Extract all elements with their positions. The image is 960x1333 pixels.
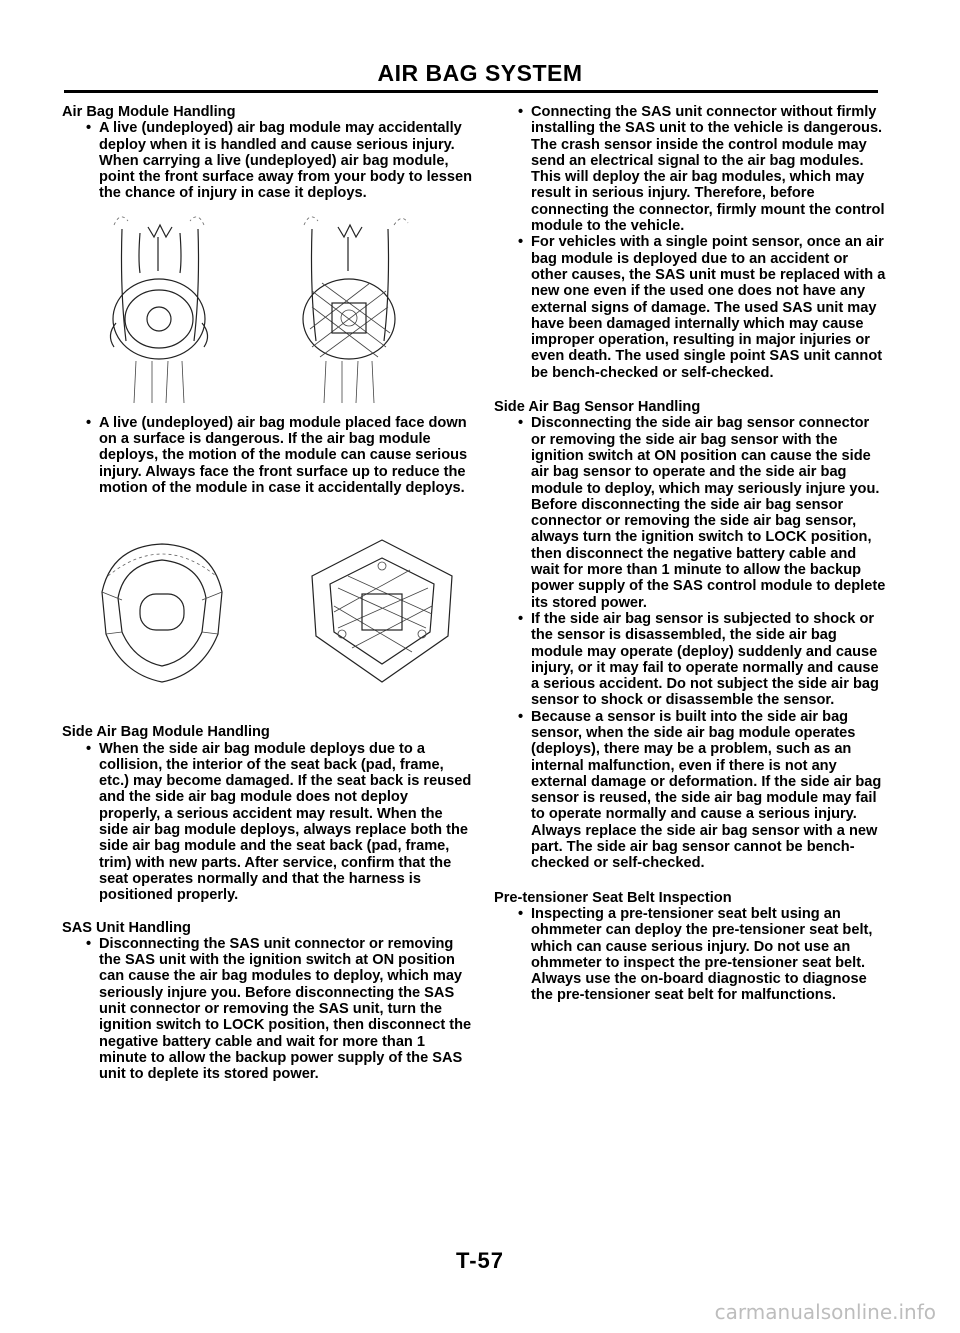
bullet-face-up: • A live (undeployed) air bag module placed face down on a surface is dangerous. If the air bag module deploys, the motion of the module can cause serious injury. Always face the front surface up to reduce the motion of the module in case it accidentally deploys. [62, 415, 472, 496]
module-face-up-illustration [102, 544, 222, 682]
figure-module-face-up [62, 536, 462, 686]
title-rule [64, 90, 878, 93]
carry-incorrect-illustration [303, 217, 408, 403]
bullet-single-point-sensor: • For vehicles with a single point sensor, once an air bag module is deployed due to an accident or other causes, the SAS unit must be replaced with a new one even if the used one does not have any external signs of damage. The used SAS unit may have been damaged internally which may cause improper operation, resulting in major injuries or even death. The used single point SAS unit cannot be bench-checked or self-checked. [494, 234, 886, 381]
watermark: carmanualsonline.info [714, 1300, 936, 1324]
module-face-down-illustration [312, 540, 452, 682]
bullet-sensor-disconnect: • Disconnecting the side air bag sensor connector or removing the side air bag sensor with the ignition switch at ON position can cause the side air bag sensor to operate and the side air bag module to deploy, which may seriously injure you. Before disconnecting the side air bag sensor connector or removing the side air bag sensor, always turn the ignition switch to LOCK position, then disconnect the negative battery cable and wait for more than 1 minute to allow the backup power supply of the SAS control module to deplete its stored power. [494, 415, 886, 611]
right-column [494, 104, 886, 1004]
section-heading-sas-unit: SAS Unit Handling [62, 919, 191, 936]
section-heading-side-air-bag-sensor: Side Air Bag Sensor Handling [494, 399, 701, 416]
bullet-sensor-replace: • Because a sensor is built into the side air bag sensor, when the side air bag module operates (deploys), there may be a problem, such as an internal malfunction, even if there is not any external damage or deformation. If the side air bag sensor is reused, the side air bag module may fail to operate normally and cause a serious injury. Always replace the side air bag sensor with a new part. The side air bag sensor cannot be bench-checked or self-checked. [494, 709, 886, 872]
bullet-sensor-shock: • If the side air bag sensor is subjected to shock or the sensor is disassembled, the side air bag module may operate (deploy) suddenly and cause injury, or it may fail to operate normally and cause a serious accident. Do not subject the side air bag sensor to shock or disassemble the sensor. [494, 611, 886, 709]
bullet-pretensioner-ohmmeter: • Inspecting a pre-tensioner seat belt using an ohmmeter can deploy the pre-tensioner seat belt, which can cause serious injury. Do not use an ohmmeter to inspect the pre-tensioner seat belt. Always use the on-board diagnostic to diagnose the pre-tensioner seat belt for malfunctions. [494, 906, 886, 1004]
bullet-carry-module: • A live (undeployed) air bag module may accidentally deploy when it is handled and cause serious injury. When carrying a live (undeployed) air bag module, point the front surface away from your body to lessen the chance of injury in case it deploys. [62, 120, 472, 201]
carry-correct-illustration [110, 217, 207, 403]
page-number: T-57 [455, 1248, 505, 1273]
bullet-seat-back-replace: • When the side air bag module deploys due to a collision, the interior of the seat back (pad, frame, etc.) may become damaged. If the seat back is reused and the side air bag module does not deploy properly, a serious accident may result. When the side air bag module deploys, always replace both the side air bag module and the seat back (pad, frame, trim) with new parts. After service, confirm that the seat operates normally and that the harness is positioned properly. [62, 741, 472, 904]
bullet-sas-connect: • Connecting the SAS unit connector without firmly installing the SAS unit to the vehicle is dangerous. The crash sensor inside the control module may send an electrical signal to the air bag modules. This will deploy the air bag modules, which may result in serious injury. Therefore, before connecting the connector, firmly mount the control module to the vehicle. [494, 104, 886, 234]
left-column [62, 104, 472, 1083]
figure-carrying-air-bag-module [62, 211, 462, 406]
section-heading-pretensioner: Pre-tensioner Seat Belt Inspection [494, 889, 732, 906]
section-heading-air-bag-module: Air Bag Module Handling [62, 104, 236, 120]
section-heading-side-air-bag-module: Side Air Bag Module Handling [62, 724, 270, 741]
page-title: AIR BAG SYSTEM [377, 60, 583, 86]
bullet-sas-disconnect: • Disconnecting the SAS unit connector or removing the SAS unit with the ignition switch at ON position can cause the air bag modules to deploy, which may seriously injure you. Before disconnecting the SAS unit connector or removing the SAS unit, turn the ignition switch to LOCK position, then disconnect the negative battery cable and wait for more than 1 minute to allow the backup power supply of the SAS unit to deplete its stored power. [62, 936, 472, 1083]
